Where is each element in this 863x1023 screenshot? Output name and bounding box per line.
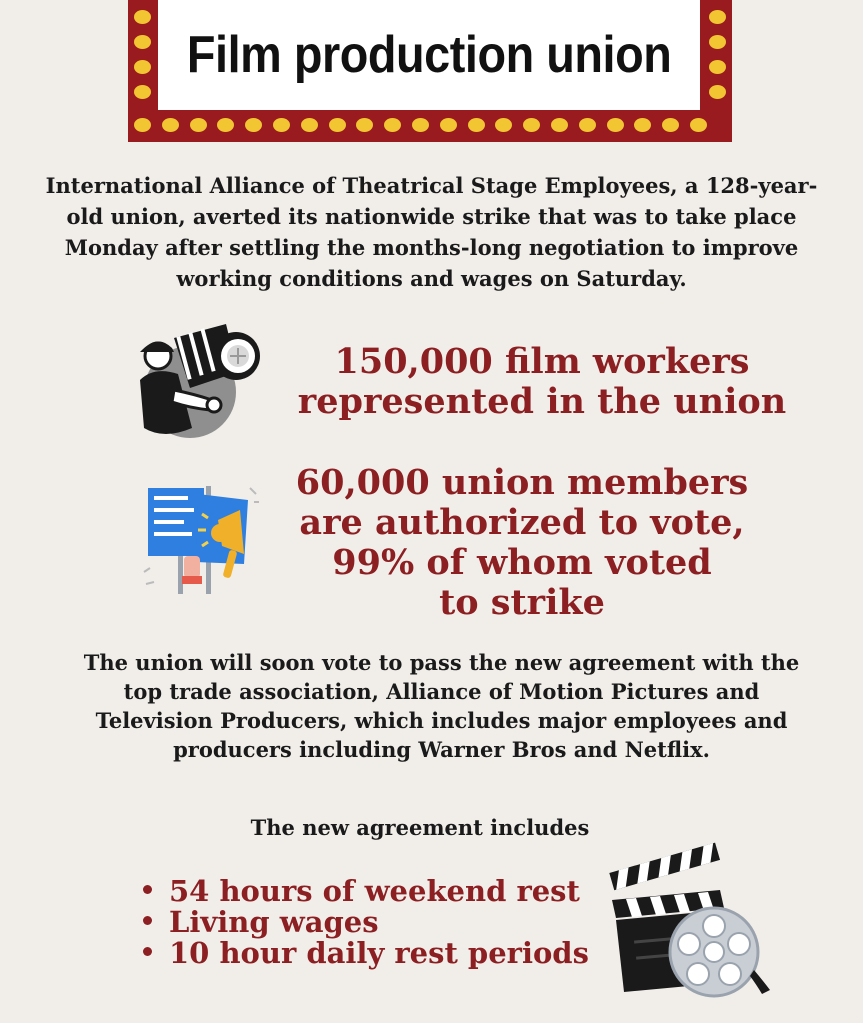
marquee-bulb: [440, 118, 457, 132]
agreement-paragraph: The union will soon vote to pass the new agreement with the top trade association, Alliance of Motion Pictures and Television Producers, which includes major employees and producers including Warner Bros and Netflix.: [83, 650, 800, 762]
agreement-heading: The new agreement includes: [250, 815, 590, 840]
bullet-dot: [143, 947, 152, 956]
marquee-bulb: [301, 118, 318, 132]
list-item-text: 54 hours of weekend rest: [169, 874, 580, 908]
stat-line: 99% of whom voted: [332, 542, 712, 583]
marquee-bulb: [495, 118, 512, 132]
marquee-bulb: [690, 118, 707, 132]
marquee-bulb: [384, 118, 401, 132]
marquee-bulb: [607, 118, 624, 132]
marquee-bulb: [662, 118, 679, 132]
marquee-bulb: [134, 118, 151, 132]
stat-line: 60,000 union members: [295, 462, 749, 503]
marquee-bulb: [551, 118, 568, 132]
marquee-bulb: [709, 85, 726, 99]
list-item: [143, 876, 589, 907]
marquee-bulb: [709, 60, 726, 74]
marquee-bulb: [579, 118, 596, 132]
marquee-bulb: [162, 118, 179, 132]
marquee-bulb: [190, 118, 207, 132]
marquee-bulb: [523, 118, 540, 132]
stat-union-members: [282, 463, 762, 623]
list-item: [143, 907, 589, 938]
bullet-dot: [143, 885, 152, 894]
cameraman-icon: [134, 318, 262, 440]
bullet-dot: [143, 916, 152, 925]
title-panel: [158, 0, 700, 110]
marquee-bulb: [709, 10, 726, 24]
marquee-bulb: [468, 118, 485, 132]
marquee-bulb: [134, 85, 151, 99]
marquee-bulb: [329, 118, 346, 132]
list-item-text: Living wages: [169, 905, 379, 939]
marquee-bulb: [134, 10, 151, 24]
stat-line: are authorized to vote,: [299, 502, 745, 543]
marquee-bulb: [245, 118, 262, 132]
marquee-bulb: [134, 35, 151, 49]
agreement-list: [143, 876, 589, 969]
marquee-bulb: [709, 35, 726, 49]
list-item: [143, 938, 589, 969]
clapperboard-film-reel-icon: [604, 842, 774, 1002]
stat-film-workers: [262, 342, 822, 422]
page-title: Film production union: [186, 26, 672, 84]
protest-megaphone-icon: [140, 480, 260, 596]
marquee-bulb: [412, 118, 429, 132]
marquee-bulb: [273, 118, 290, 132]
stat-line: 150,000 film workers: [334, 341, 750, 382]
marquee-bulb: [356, 118, 373, 132]
stat-line: to strike: [439, 582, 605, 623]
title-marquee: [128, 0, 732, 142]
stat-line: represented in the union: [297, 381, 787, 422]
marquee-bulb: [217, 118, 234, 132]
marquee-bulb: [634, 118, 651, 132]
list-item-text: 10 hour daily rest periods: [169, 936, 589, 970]
marquee-bulb: [134, 60, 151, 74]
intro-paragraph: International Alliance of Theatrical Stage Employees, a 128-year-old union, averted its nationwide strike that was to take place Monday after settling the months-long negotiation to improve working conditions and wages on Saturday.: [45, 173, 818, 291]
